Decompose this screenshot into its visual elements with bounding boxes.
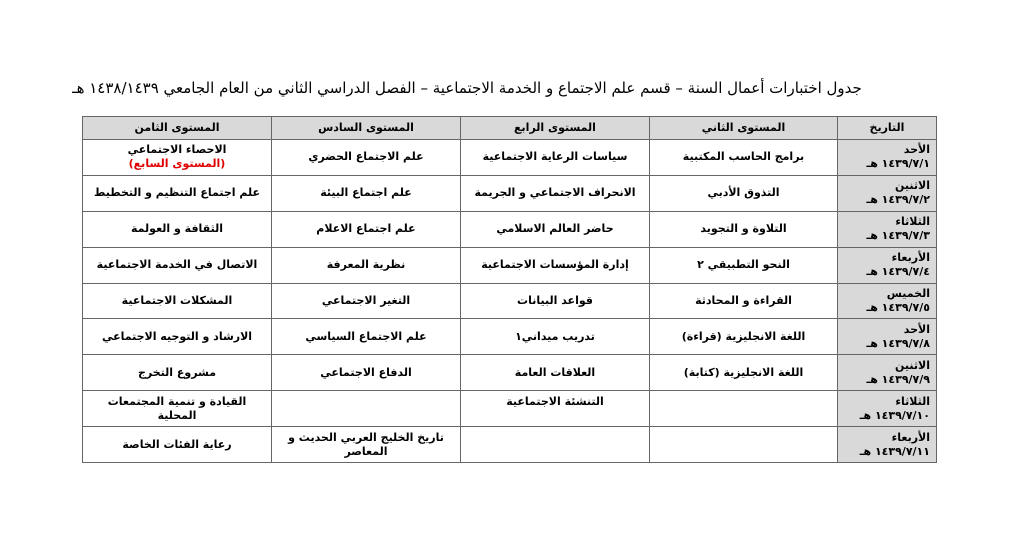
level8-cell: رعاية الفئات الخاصة [83,427,272,463]
table-row [83,355,937,391]
date-cell [838,427,937,463]
level4-cell [461,427,650,463]
level4-cell: إدارة المؤسسات الاجتماعية [461,247,650,283]
table-row [83,247,937,283]
level6-cell: علم الاجتماع السياسي [272,319,461,355]
day-name: الاثنين [895,179,930,193]
date-cell [838,319,937,355]
level8-cell: الارشاد و التوجيه الاجتماعي [83,319,272,355]
level8-cell: القيادة و تنمية المجتمعات المحلية [83,391,272,427]
table-row [83,427,937,463]
date-cell [838,211,937,247]
header-row [83,117,937,140]
date-value: ١٤٣٩/٧/٨ هـ [866,336,930,350]
day-name: الخميس [886,287,930,300]
level4-cell: التنشئة الاجتماعية [461,391,650,427]
level2-cell: برامج الحاسب المكتبية [650,140,838,176]
level8-cell: الاتصال في الخدمة الاجتماعية [83,247,272,283]
course-name: الاحصاء الاجتماعي [127,143,227,157]
date-cell [838,283,937,319]
level2-cell: التذوق الأدبي [650,175,838,211]
date-value: ١٤٣٩/٧/١١ هـ [859,444,930,458]
level4-cell: قواعد البيانات [461,283,650,319]
level4-cell: حاضر العالم الاسلامي [461,211,650,247]
date-value: ١٤٣٩/٧/١٠ هـ [859,408,930,422]
table-row [83,211,937,247]
date-value: ١٤٣٩/٧/٣ هـ [866,229,930,243]
day-name: الأحد [903,322,930,336]
level4-cell: الانحراف الاجتماعي و الجريمة [461,175,650,211]
level2-cell [650,391,838,427]
date-cell [838,391,937,427]
level2-cell: اللغة الانجليزية (كتابة) [650,355,838,391]
level6-cell [272,391,461,427]
header-level2: المستوى الثاني [650,117,838,140]
level4-cell: تدريب ميداني١ [461,319,650,355]
level6-cell: التغير الاجتماعي [272,283,461,319]
level6-cell: تاريخ الخليج العربي الحديث و المعاصر [272,427,461,463]
date-value: ١٤٣٩/٧/٤ هـ [866,265,930,279]
level6-cell: علم الاجتماع الحضري [272,140,461,176]
date-value: ١٤٣٩/٧/٥ هـ [866,301,930,314]
day-name: الأحد [903,143,930,157]
level8-cell: مشروع التخرج [83,355,272,391]
day-name: الأربعاء [891,251,930,265]
level8-cell: علم اجتماع التنظيم و التخطيط [83,175,272,211]
level2-cell: التلاوة و التجويد [650,211,838,247]
date-cell [838,355,937,391]
level6-cell: الدفاع الاجتماعي [272,355,461,391]
date-cell [838,247,937,283]
level-note: (المستوى السابع) [128,157,226,171]
table-row [83,319,937,355]
level4-cell: سياسات الرعاية الاجتماعية [461,140,650,176]
level2-cell: القراءة و المحادثة [650,283,838,319]
date-cell [838,140,937,176]
header-level8: المستوى الثامن [83,117,272,140]
exam-schedule-table [82,116,937,463]
table-row [83,140,937,176]
date-cell [838,175,937,211]
level4-cell: العلاقات العامة [461,355,650,391]
header-level4: المستوى الرابع [461,117,650,140]
date-value: ١٤٣٩/٧/٢ هـ [866,193,930,207]
day-name: الثلاثاء [895,215,930,229]
date-value: ١٤٣٩/٧/٩ هـ [866,372,930,386]
level8-cell: المشكلات الاجتماعية [83,283,272,319]
date-value: ١٤٣٩/٧/١ هـ [866,157,930,171]
table-row [83,175,937,211]
level2-cell: النحو التطبيقي ٢ [650,247,838,283]
header-level6: المستوى السادس [272,117,461,140]
level6-cell: نظرية المعرفة [272,247,461,283]
table-row [83,391,937,427]
table-row [83,283,937,319]
page-title: جدول اختبارات أعمال السنة – قسم علم الاجتماع و الخدمة الاجتماعية – الفصل الدراسي الثاني من العام الجامعي ١٤٣٨/١٤٣٩ هـ [72,79,862,97]
level8-cell: الثقافة و العولمة [83,211,272,247]
level8-cell [83,140,272,176]
header-date: التاريخ [838,117,937,140]
level6-cell: علم اجتماع البيئة [272,175,461,211]
level2-cell: اللغة الانجليزية (قراءة) [650,319,838,355]
day-name: الثلاثاء [895,394,930,408]
level6-cell: علم اجتماع الاعلام [272,211,461,247]
level2-cell [650,427,838,463]
day-name: الأربعاء [891,430,930,444]
day-name: الاثنين [895,358,930,372]
